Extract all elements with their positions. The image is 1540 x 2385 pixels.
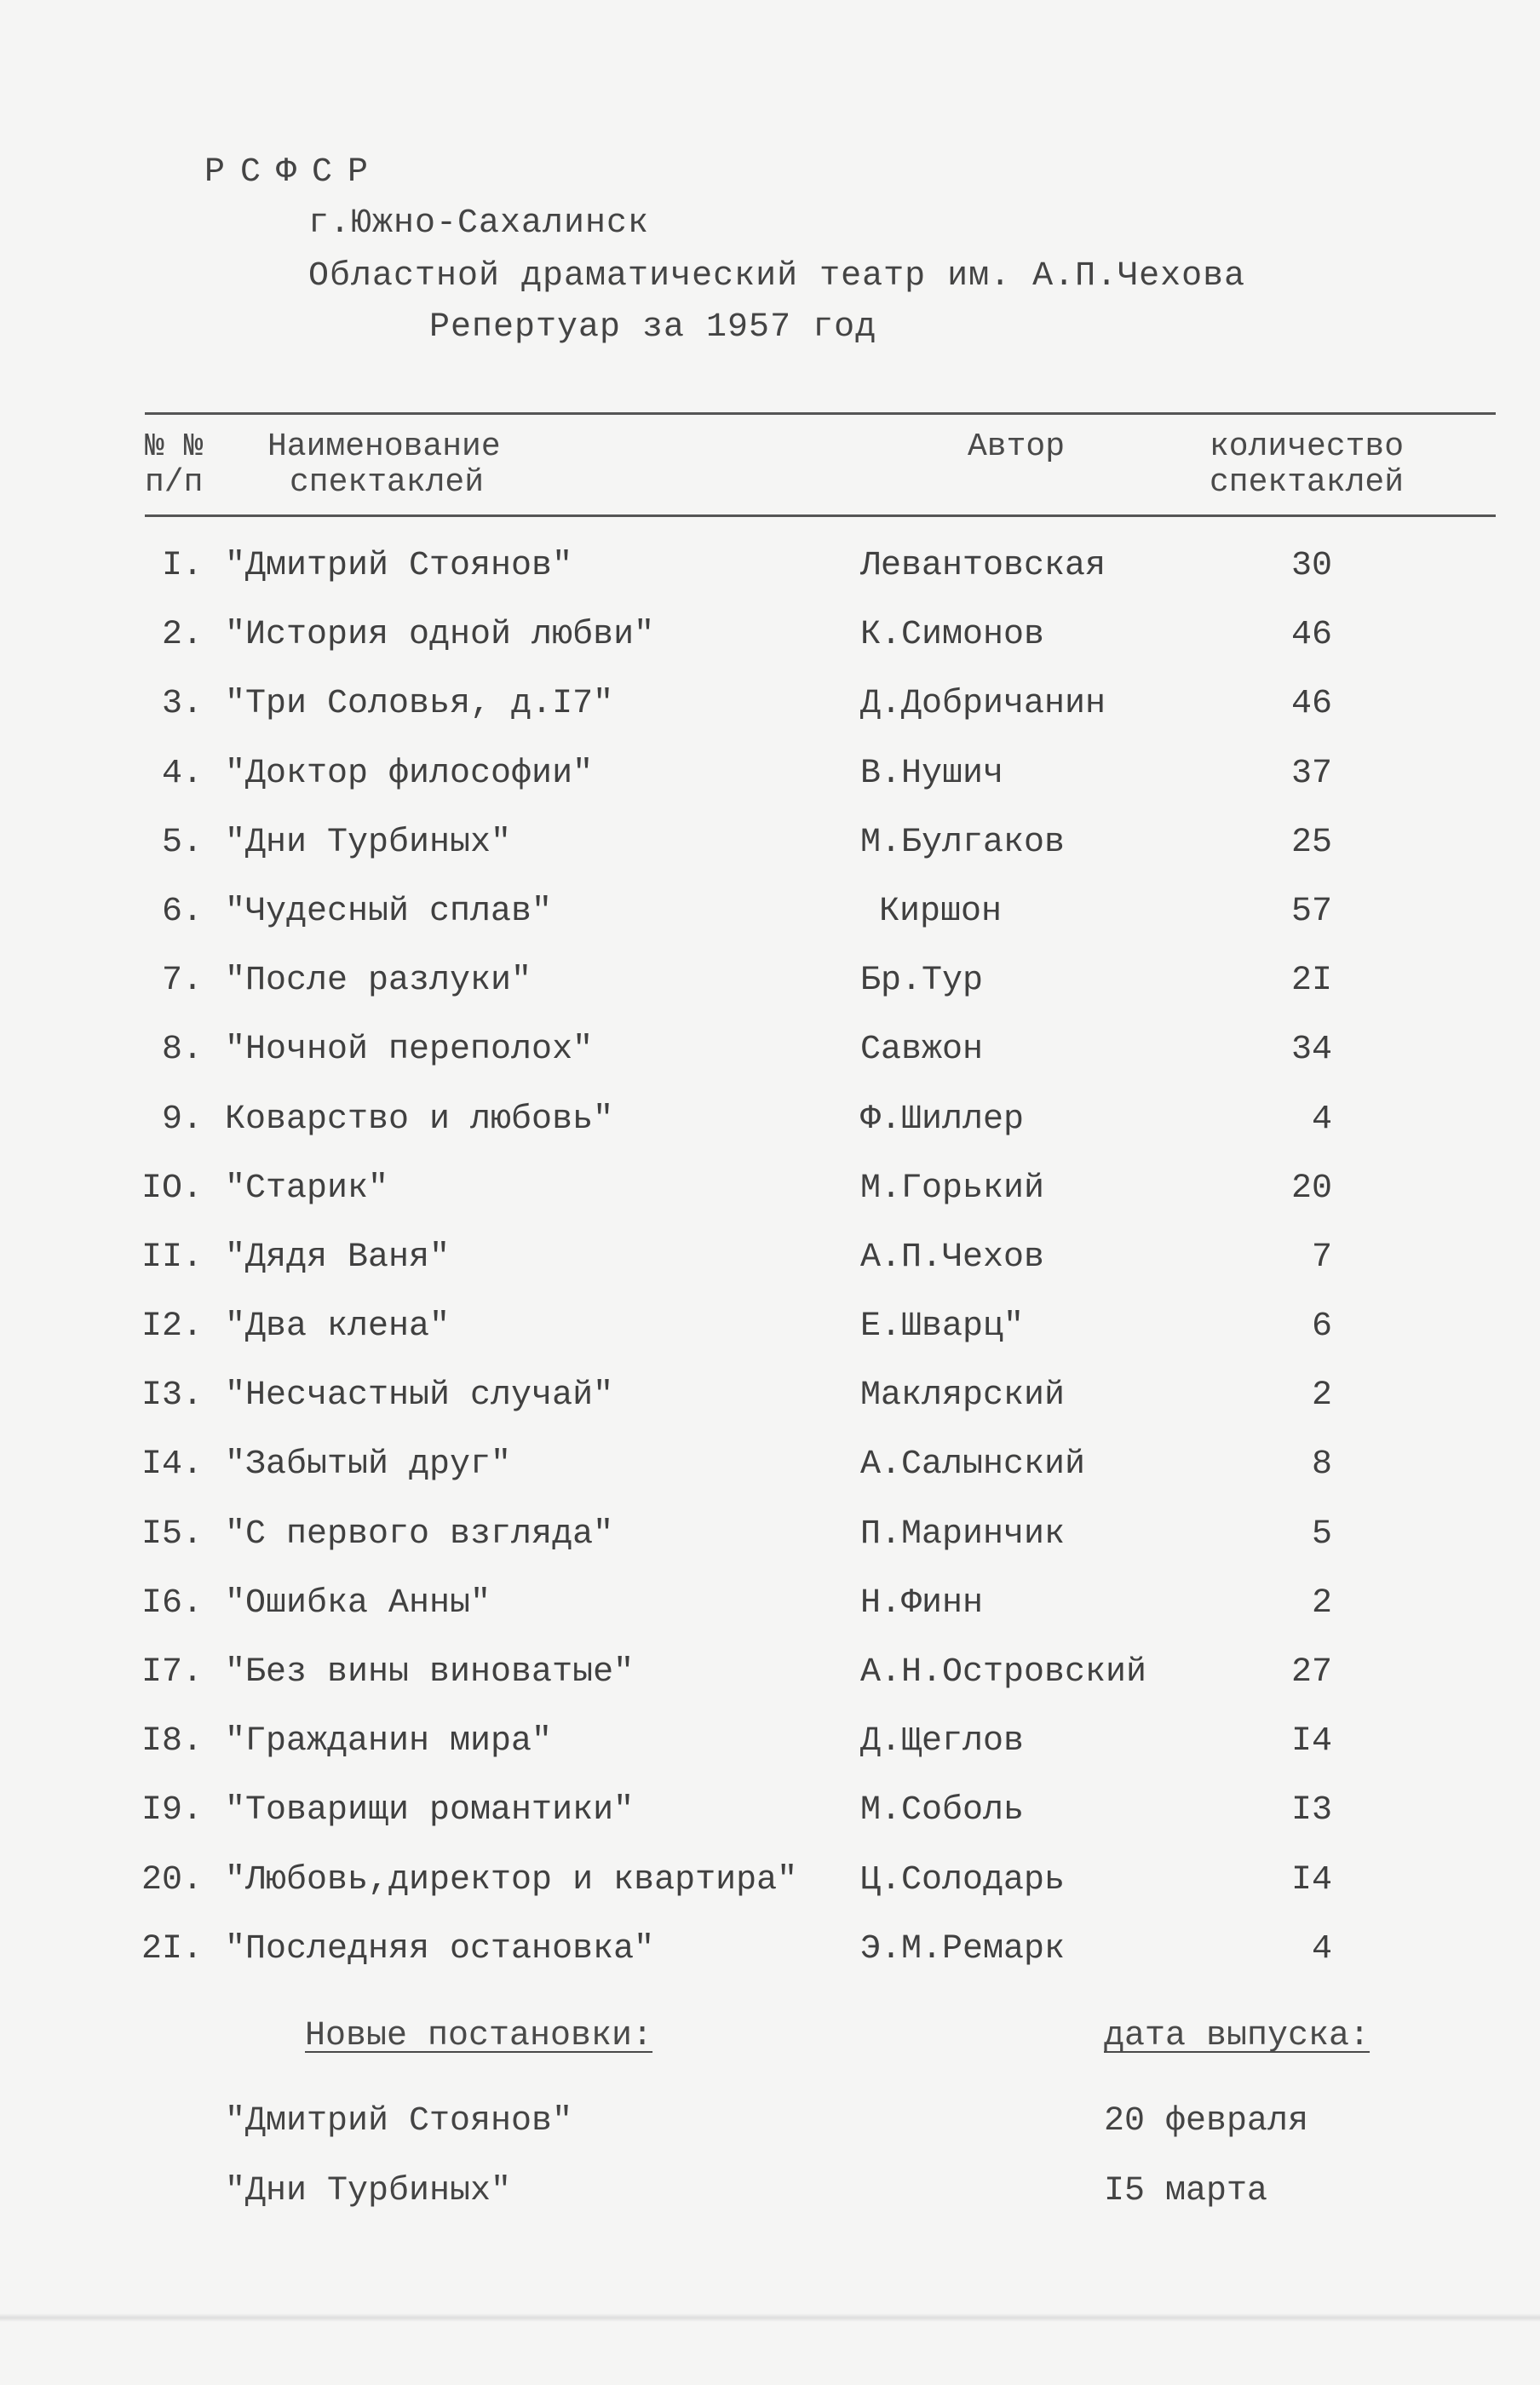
row-number: I9.: [141, 1791, 203, 1830]
row-number: I.: [161, 547, 203, 585]
new-productions-heading: Новые постановки:: [305, 2017, 653, 2055]
table-row: [0, 1505, 1540, 1574]
row-count: 7: [1311, 1238, 1332, 1277]
row-title: "С первого взгляда": [225, 1514, 614, 1554]
row-count: 20: [1290, 1169, 1332, 1208]
row-count: I4: [1290, 1860, 1332, 1899]
row-number: 5.: [161, 823, 203, 862]
row-title: "Ошибка Анны": [225, 1583, 491, 1623]
column-header-count: [1210, 429, 1404, 501]
row-count: 46: [1290, 616, 1332, 655]
row-title: "Дядя Ваня": [225, 1238, 451, 1277]
table-row: [0, 1574, 1540, 1643]
row-number: II.: [141, 1238, 203, 1277]
row-title: "Товарищи романтики": [225, 1791, 635, 1830]
row-author: Ф.Шиллер: [860, 1100, 1025, 1139]
row-count: 30: [1290, 547, 1332, 585]
table-row: [0, 1851, 1540, 1920]
table-row: [0, 1020, 1540, 1089]
row-author: М.Булгаков: [860, 823, 1066, 862]
table-row: [0, 1159, 1540, 1228]
row-count: 8: [1311, 1445, 1332, 1485]
row-number: I2.: [141, 1307, 203, 1347]
scan-edge-shadow: [0, 2313, 1540, 2322]
row-count: 6: [1311, 1307, 1332, 1347]
row-title: "Ночной переполох": [225, 1031, 594, 1070]
row-title: "После разлуки": [225, 962, 532, 1001]
row-title: "Три Соловья, д.I7": [225, 685, 614, 724]
table-row: [0, 1712, 1540, 1781]
row-author: Д.Добричанин: [860, 685, 1106, 724]
row-number: 2.: [161, 616, 203, 655]
new-production-title: "Дни Турбиных": [225, 2172, 512, 2210]
row-number: I5.: [141, 1514, 203, 1554]
row-count: 4: [1311, 1929, 1332, 1968]
row-number: 3.: [161, 685, 203, 724]
row-author: Е.Шварц": [860, 1307, 1025, 1347]
row-title: "Доктор философии": [225, 754, 594, 793]
row-title: "Последняя остановка": [225, 1929, 655, 1968]
table-row: [0, 1297, 1540, 1366]
row-number: I6.: [141, 1583, 203, 1623]
row-title: "Два клена": [225, 1307, 451, 1347]
row-count: 2I: [1290, 962, 1332, 1001]
table-row: [0, 951, 1540, 1020]
row-count: 34: [1290, 1031, 1332, 1070]
row-count: 25: [1290, 823, 1332, 862]
row-number: 9.: [161, 1100, 203, 1139]
row-number: I4.: [141, 1445, 203, 1485]
table-row: [0, 1643, 1540, 1712]
column-header-count-line1: количество: [1210, 428, 1405, 465]
row-count: I4: [1290, 1722, 1332, 1761]
new-production-title: "Дмитрий Стоянов": [225, 2102, 573, 2141]
column-header-title-line1: Наименование: [267, 428, 501, 465]
row-title: "Забытый друг": [225, 1445, 512, 1485]
row-count: 37: [1290, 754, 1332, 793]
row-author: Бр.Тур: [860, 962, 984, 1001]
table-row: [0, 813, 1540, 882]
row-author: Ц.Солодарь: [860, 1860, 1066, 1899]
row-number: 4.: [161, 754, 203, 793]
table-row: [0, 882, 1540, 951]
row-count: 2: [1311, 1376, 1332, 1416]
row-number: 2I.: [141, 1929, 203, 1968]
header-city: г.Южно-Сахалинск: [308, 204, 650, 243]
release-date-heading: дата выпуска:: [1104, 2017, 1370, 2055]
row-number: 7.: [161, 962, 203, 1001]
row-author: М.Соболь: [860, 1791, 1025, 1830]
row-author: П.Маринчик: [860, 1514, 1066, 1554]
header-theatre: Областной драматический театр им. А.П.Чехова: [308, 257, 1246, 296]
row-author: А.Салынский: [860, 1445, 1086, 1485]
row-count: 46: [1290, 685, 1332, 724]
new-production-date: I5 марта: [1104, 2172, 1268, 2210]
repertoire-table-body: [0, 537, 1540, 1989]
column-header-number: [145, 429, 203, 501]
row-author: Д.Щеглов: [860, 1722, 1025, 1761]
table-row: [0, 1920, 1540, 1989]
row-author: К.Симонов: [860, 616, 1045, 655]
column-header-title-line2: спектаклей: [290, 464, 485, 501]
row-author: А.П.Чехов: [860, 1238, 1045, 1277]
row-number: 8.: [161, 1031, 203, 1070]
column-header-author: Автор: [968, 428, 1066, 465]
table-row: [0, 744, 1540, 813]
row-count: 2: [1311, 1583, 1332, 1623]
row-author: А.Н.Островский: [860, 1653, 1147, 1692]
table-top-rule: [145, 412, 1496, 415]
table-row: [0, 1435, 1540, 1504]
row-title: "Дмитрий Стоянов": [225, 547, 573, 585]
table-row: [0, 1090, 1540, 1159]
column-header-number-line2: п/п: [145, 464, 204, 501]
column-header-number-line1: № №: [145, 428, 204, 465]
row-count: 4: [1311, 1100, 1332, 1139]
table-header-rule: [145, 514, 1496, 517]
row-author: Э.М.Ремарк: [860, 1929, 1066, 1968]
row-author: Савжон: [860, 1031, 984, 1070]
row-author: М.Горький: [860, 1169, 1045, 1208]
table-row: [0, 1781, 1540, 1850]
table-row: [0, 537, 1540, 606]
row-number: 20.: [141, 1860, 203, 1899]
row-title: "Чудесный сплав": [225, 892, 553, 931]
row-author: Киршон: [879, 892, 1003, 931]
new-production-date: 20 февраля: [1104, 2102, 1309, 2141]
column-header-count-line2: спектаклей: [1210, 464, 1405, 501]
row-number: I3.: [141, 1376, 203, 1416]
row-count: 57: [1290, 892, 1332, 931]
row-count: 5: [1311, 1514, 1332, 1554]
column-header-title: [267, 429, 501, 501]
row-title: "Несчастный случай": [225, 1376, 614, 1416]
row-count: 27: [1290, 1653, 1332, 1692]
row-number: I7.: [141, 1653, 203, 1692]
document-title: Репертуар за 1957 год: [429, 308, 877, 347]
row-title: "Дни Турбиных": [225, 823, 512, 862]
row-title: "Любовь,директор и квартира": [225, 1860, 798, 1899]
row-author: Н.Финн: [860, 1583, 984, 1623]
row-author: В.Нушич: [860, 754, 1004, 793]
row-author: Маклярский: [860, 1376, 1066, 1416]
table-row: [0, 1366, 1540, 1435]
header-country: РСФСР: [204, 153, 384, 192]
table-row: [0, 675, 1540, 744]
row-number: IO.: [141, 1169, 203, 1208]
row-title: "Без вины виноватые": [225, 1653, 635, 1692]
row-number: I8.: [141, 1722, 203, 1761]
row-title: "Гражданин мира": [225, 1722, 553, 1761]
row-title: "Старик": [225, 1169, 389, 1208]
row-count: I3: [1290, 1791, 1332, 1830]
row-title: Коварство и любовь": [225, 1100, 614, 1139]
row-title: "История одной любви": [225, 616, 655, 655]
table-row: [0, 606, 1540, 675]
row-author: Левантовская: [860, 547, 1106, 585]
row-number: 6.: [161, 892, 203, 931]
table-row: [0, 1228, 1540, 1297]
